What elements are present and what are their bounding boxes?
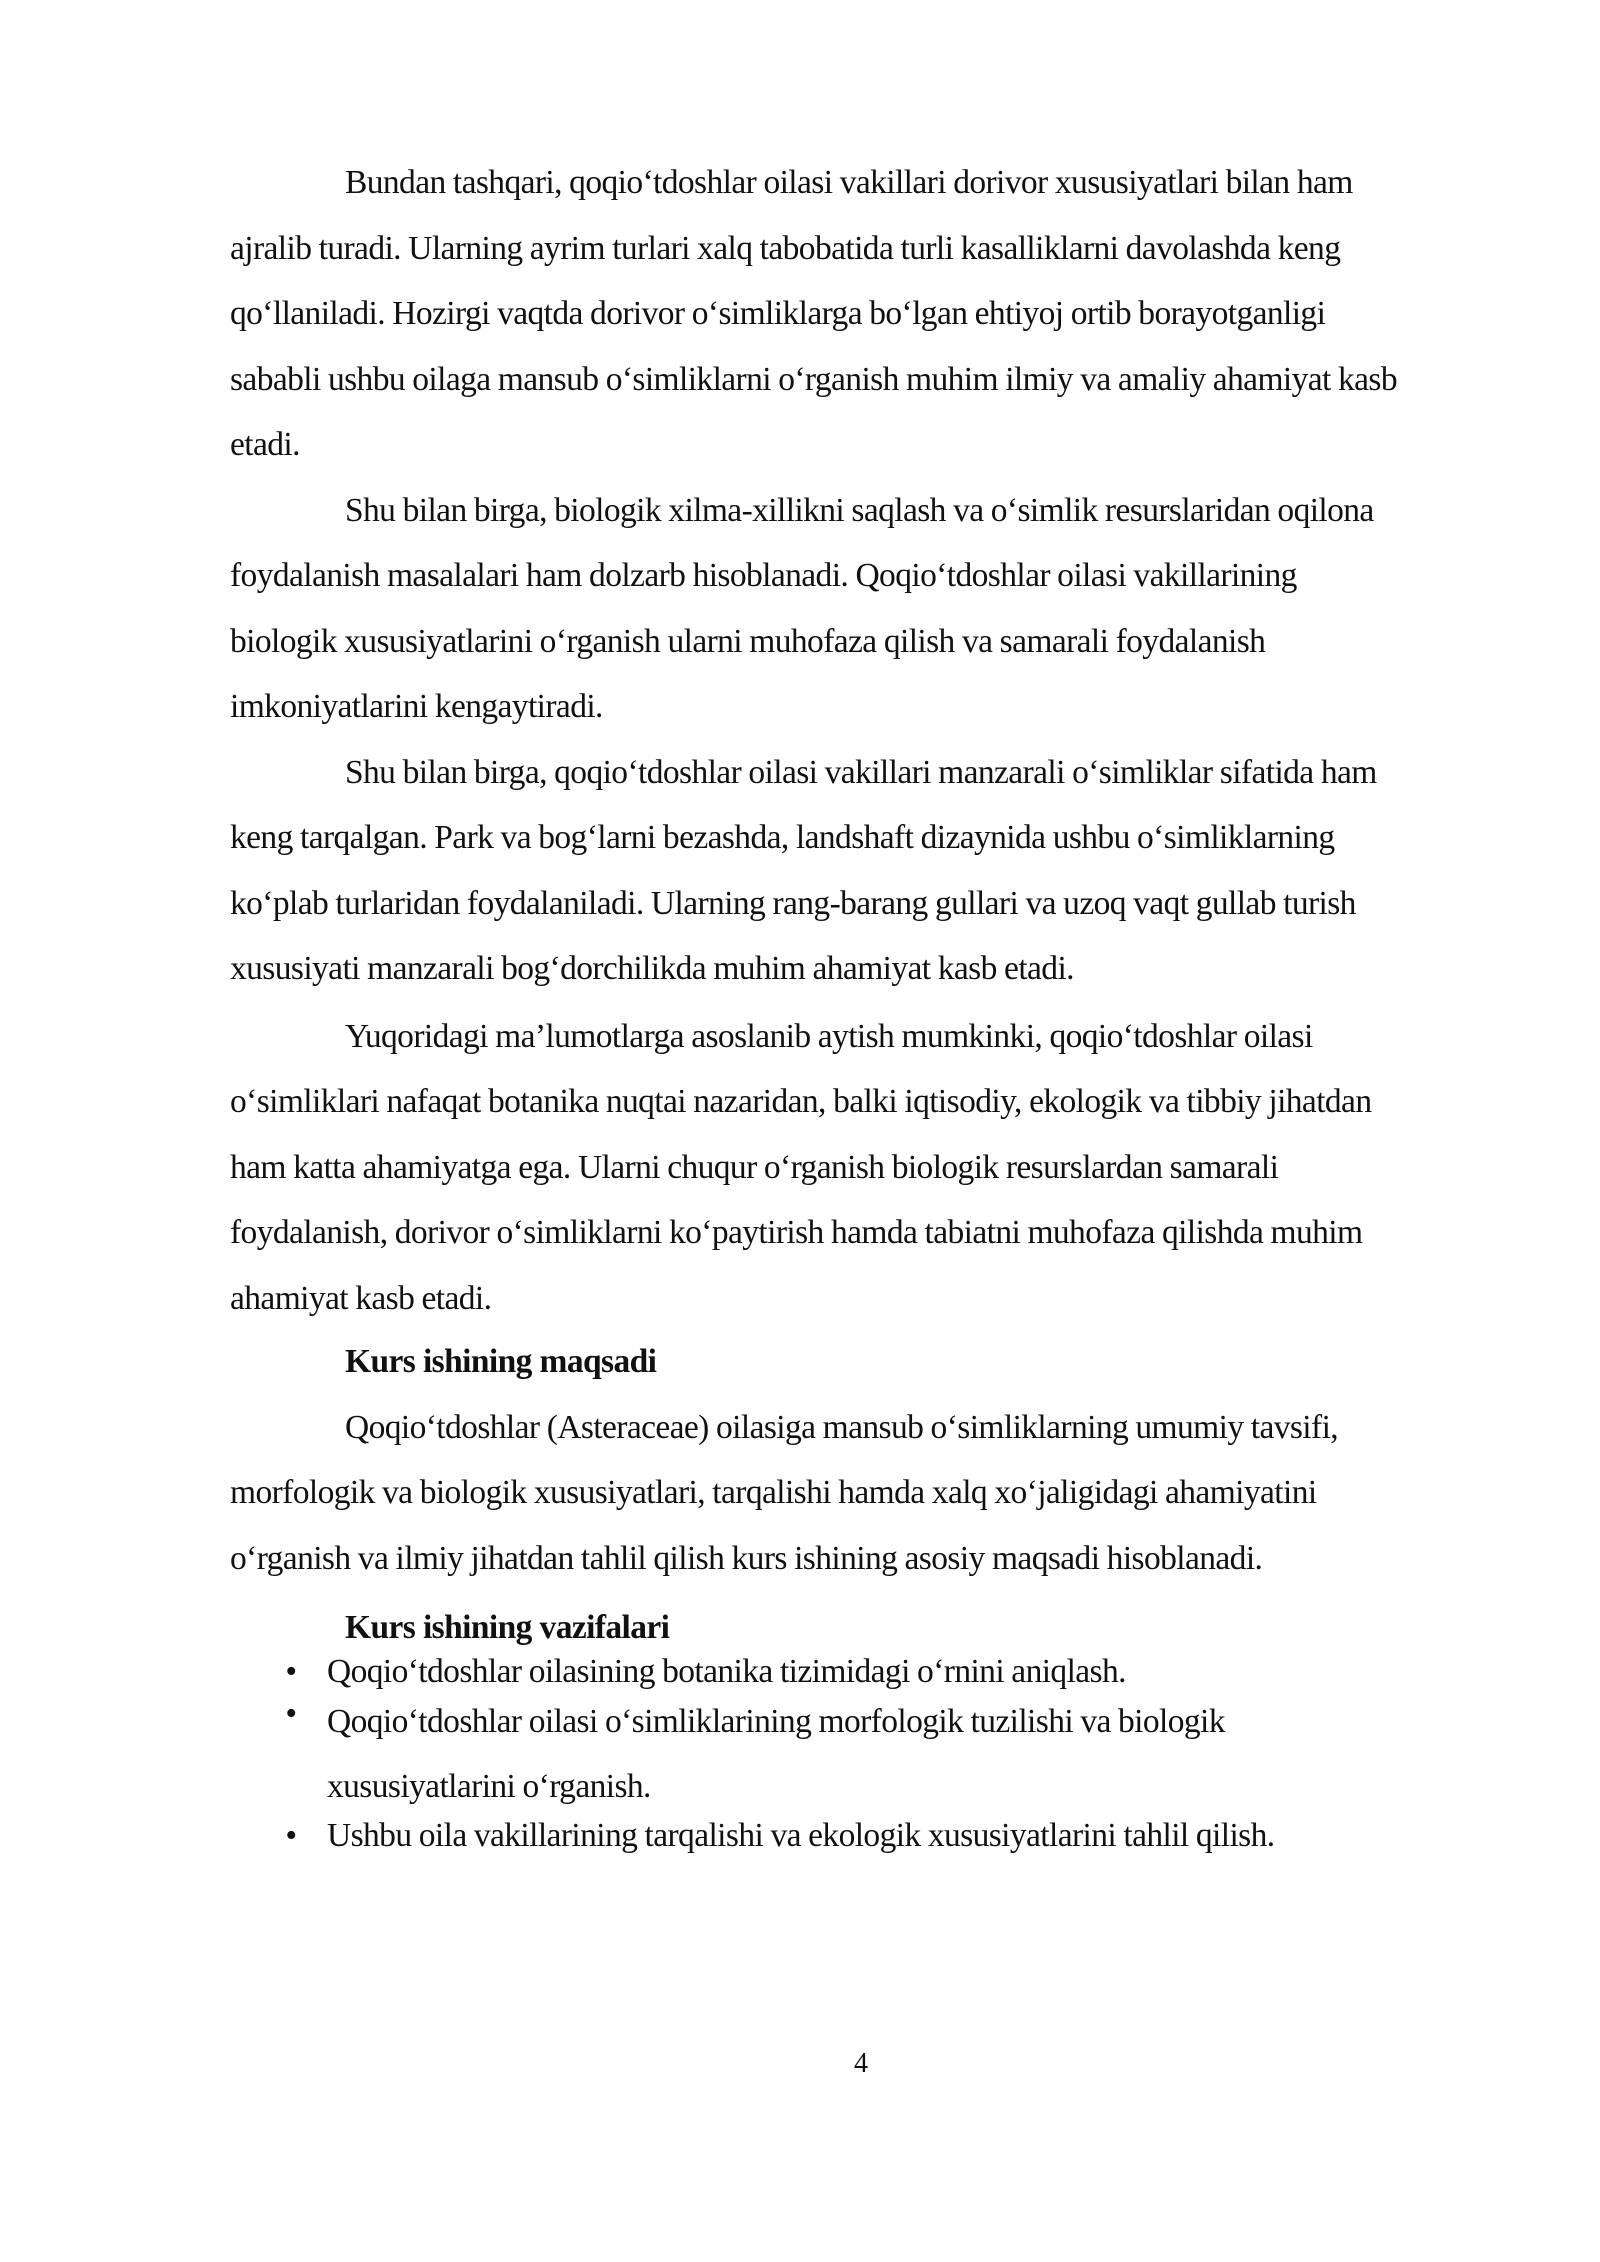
bullet-icon: • bbox=[285, 1817, 297, 1854]
task-item-text: Ushbu oila vakillarining tarqalishi va ekologik xususiyatlarini tahlil qilish. bbox=[327, 1817, 1275, 1854]
goal-heading: Kurs ishining maqsadi bbox=[345, 1343, 657, 1380]
task-item bbox=[230, 1689, 1410, 1819]
page-number: 4 bbox=[854, 2048, 868, 2079]
tasks-heading: Kurs ishining vazifalari bbox=[345, 1609, 670, 1646]
document-page bbox=[230, 150, 1410, 1861]
bullet-icon: • bbox=[285, 1653, 297, 1690]
paragraph-ornamental-plants: Shu bilan birga, qoqio‘tdoshlar oilasi vakillari manzarali o‘simliklar sifatida ham keng tarqalgan. Park va bog‘larni bezashda, landshaft dizaynida ushbu o‘simliklarning ko‘plab turlaridan foydalaniladi. Ularning rang-barang gullari va uzoq vaqt gullab turish xususiyati manzarali bog‘dorchilikda muhim ahamiyat kasb etadi. bbox=[230, 753, 1377, 987]
task-item bbox=[230, 1811, 1410, 1861]
paragraph-biodiversity: Shu bilan birga, biologik xilma-xillikni saqlash va o‘simlik resurslaridan oqilona foydalanish masalalari ham dolzarb hisoblanadi. Qoqio‘tdoshlar oilasi vakillarining biologik xususiyatlarini o‘rganish ularni muhofaza qilish va samarali foydalanish imkoniyatlarini kengaytiradi. bbox=[230, 491, 1374, 725]
goal-paragraph: Qoqio‘tdoshlar (Asteraceae) oilasiga mansub o‘simliklarning umumiy tavsifi, morfologik va biologik xususiyatlari, tarqalishi hamda xalq xo‘jaligidagi ahamiyatini o‘rganish va ilmiy jihatdan tahlil qilish kurs ishining asosiy maqsadi hisoblanadi. bbox=[230, 1408, 1339, 1577]
task-item-text: Qoqio‘tdoshlar oilasi o‘simliklarining morfologik tuzilishi va biologik xususiyatlarini o‘rganish. bbox=[327, 1703, 1225, 1805]
tasks-list bbox=[230, 1647, 1410, 1861]
bullet-icon: • bbox=[285, 1695, 297, 1732]
task-item-text: Qoqio‘tdoshlar oilasining botanika tizimidagi o‘rnini aniqlash. bbox=[327, 1653, 1126, 1690]
paragraph-conclusion: Yuqoridagi ma’lumotlarga asoslanib aytish mumkinki, qoqio‘tdoshlar oilasi o‘simliklari nafaqat botanika nuqtai nazaridan, balki iqtisodiy, ekologik va tibbiy jihatdan ham katta ahamiyatga ega. Ularni chuqur o‘rganish biologik resurslardan samarali foydalanish, dorivor o‘simliklarni ko‘paytirish hamda tabiatni muhofaza qilishda muhim ahamiyat kasb etadi. bbox=[230, 1017, 1372, 1317]
paragraph-medicinal-properties: Bundan tashqari, qoqio‘tdoshlar oilasi vakillari dorivor xususiyatlari bilan ham ajralib turadi. Ularning ayrim turlari xalq tabobatida turli kasalliklarni davolashda keng qo‘llaniladi. Hozirgi vaqtda dorivor o‘simliklarga bo‘lgan ehtiyoj ortib borayotganligi sababli ushbu oilaga mansub o‘simliklarni o‘rganish muhim ilmiy va amaliy ahamiyat kasb etadi. bbox=[230, 164, 1398, 463]
